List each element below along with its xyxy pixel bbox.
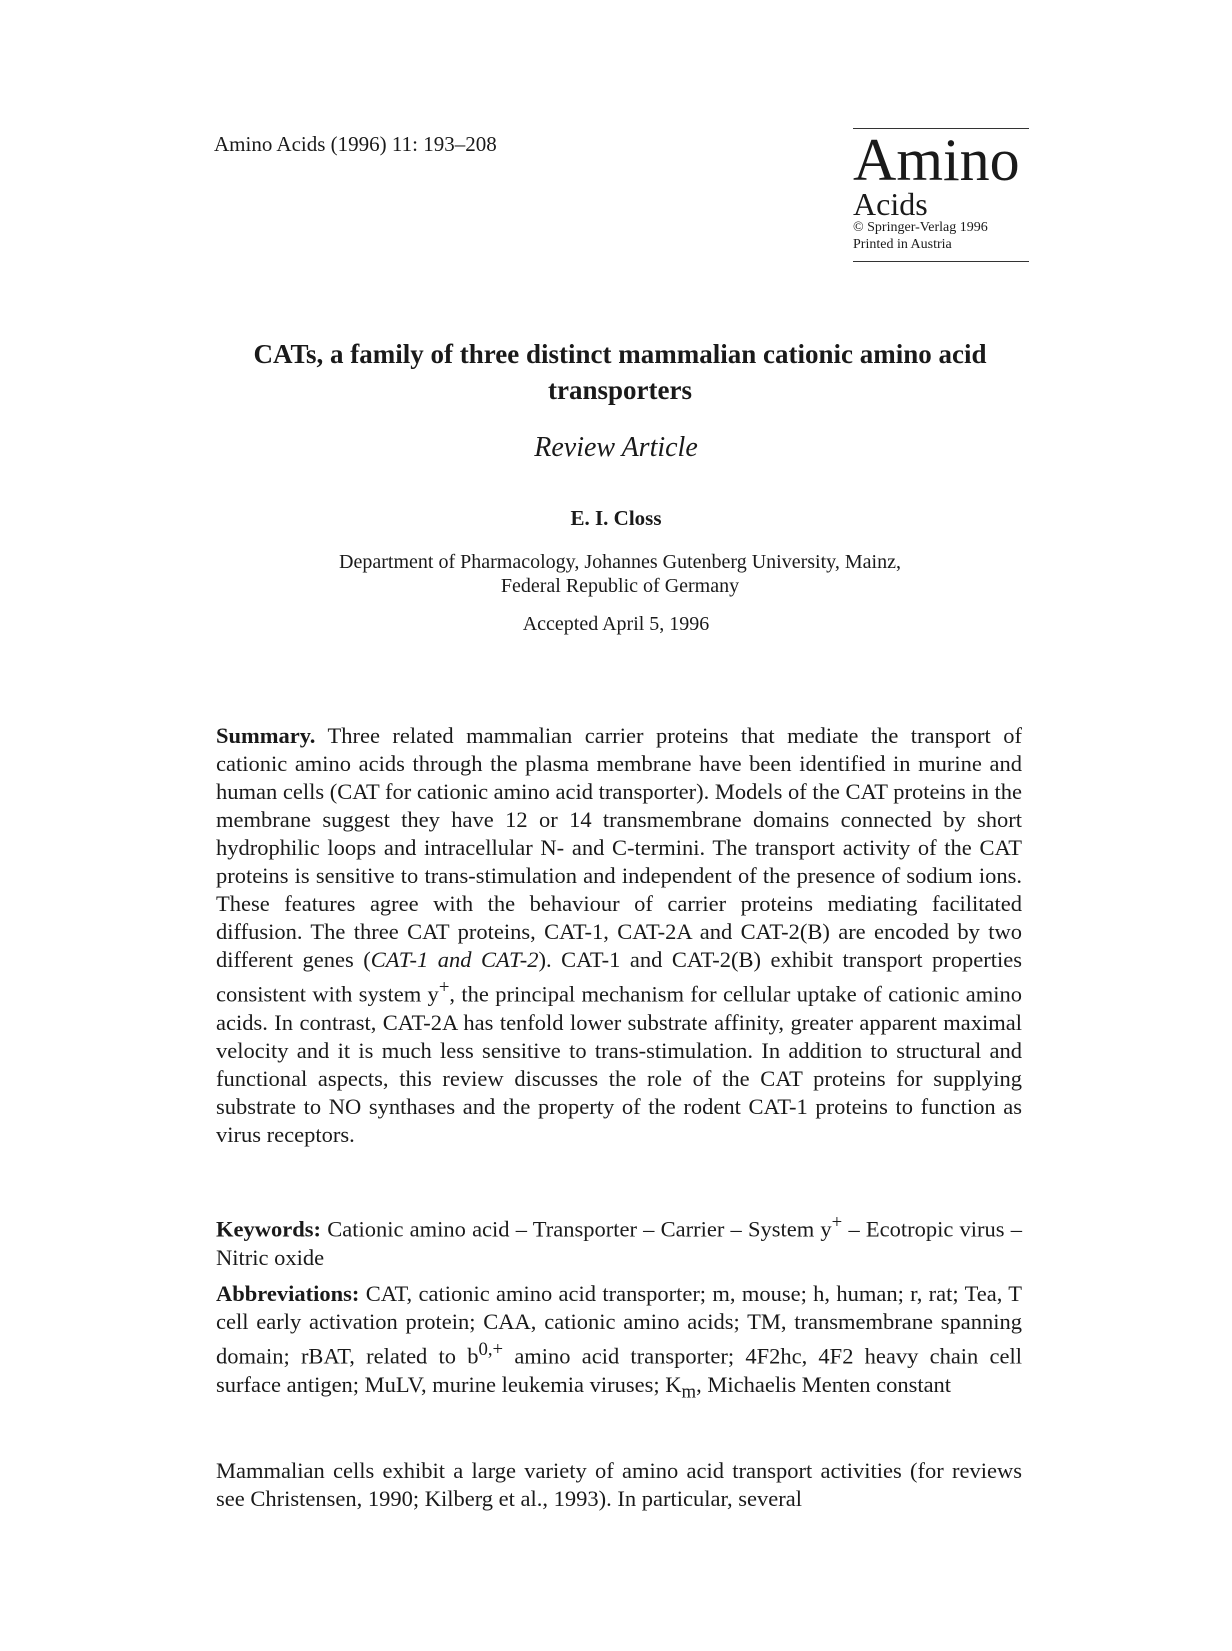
- summary-superscript: +: [438, 977, 450, 998]
- logo-bottom-rule: [853, 261, 1029, 262]
- copyright-notice: © Springer-Verlag 1996: [853, 220, 988, 235]
- abbreviations-text-2: amino acid transporter; 4F2hc, 4F2 heavy chain cell surface antigen; MuLV, murine leukemia viruses; K: [216, 1343, 1022, 1397]
- summary-text-3: , the principal mechanism for cellular uptake of cationic amino acids. In contrast, CAT-2A has tenfold lower substrate affinity, greater apparent maximal velocity and it is much less sensitive to trans-stimulation. In addition to structural and functional aspects, this review discusses the role of the CAT proteins for supplying substrate to NO synthases and the property of the rodent CAT-1 proteins to function as virus receptors.: [216, 981, 1022, 1147]
- abbreviations-superscript: 0,+: [478, 1339, 504, 1360]
- article-title: CATs, a family of three distinct mammalian cationic amino acid transporters: [253, 339, 987, 405]
- summary-text-1: Three related mammalian carrier proteins that mediate the transport of cationic amino acids through the plasma membrane have been identified in murine and human cells (CAT for cationic amino acid transporter). Models of the CAT proteins in the membrane suggest they have 12 or 14 transmembrane domains connected by short hydrophilic loops and intracellular N- and C-termini. The transport activity of the CAT proteins is sensitive to trans-stimulation and independent of the presence of sodium ions. These features agree with the behaviour of carrier proteins mediating facilitated diffusion. The three CAT proteins, CAT-1, CAT-2A and CAT-2(B) are encoded by two different genes (: [216, 723, 1022, 972]
- keywords-text-2: – Ecotropic virus – Nitric oxide: [216, 1216, 1023, 1270]
- keywords-paragraph: [216, 1209, 1022, 1272]
- keywords-label: Keywords:: [216, 1216, 321, 1242]
- article-type: Review Article: [534, 432, 698, 463]
- keywords-superscript: +: [831, 1212, 843, 1233]
- body-paragraph: Mammalian cells exhibit a large variety of amino acid transport activities (for reviews see Christensen, 1990; Kilberg et al., 1993). In particular, several: [216, 1458, 1022, 1511]
- keywords-text-1: Cationic amino acid – Transporter – Carrier – System y: [327, 1216, 832, 1242]
- abbreviations-subscript: m: [681, 1381, 697, 1402]
- summary-label: Summary.: [216, 723, 316, 748]
- abbreviations-text-3: , Michaelis Menten constant: [696, 1371, 952, 1397]
- summary-paragraph: [216, 722, 1022, 1149]
- printed-notice: Printed in Austria: [853, 237, 952, 252]
- accepted-date: Accepted April 5, 1996: [522, 613, 710, 635]
- summary-text-2: ). CAT-1 and CAT-2(B) exhibit transport properties consistent with system y: [216, 947, 1022, 1007]
- abbreviations-text-1: CAT, cationic amino acid transporter; m, mouse; h, human; r, rat; Tea, T cell early activation protein; CAA, cationic amino acids; TM, transmembrane spanning domain; rBAT, related to b: [216, 1281, 1022, 1369]
- abbreviations-label: Abbreviations:: [216, 1281, 360, 1306]
- logo-subtitle: Acids: [853, 186, 928, 222]
- logo-title: Amino: [853, 127, 1020, 193]
- author-affiliation: [260, 550, 980, 598]
- abbreviations-paragraph: [216, 1280, 1022, 1406]
- affiliation-line-1: Department of Pharmacology, Johannes Gutenberg University, Mainz,: [339, 551, 901, 573]
- journal-logo: [853, 128, 1029, 262]
- summary-genes: CAT-1 and CAT-2: [370, 947, 539, 972]
- affiliation-line-2: Federal Republic of Germany: [500, 575, 740, 597]
- author-name: E. I. Closs: [570, 506, 662, 530]
- journal-citation: Amino Acids (1996) 11: 193–208: [214, 132, 497, 156]
